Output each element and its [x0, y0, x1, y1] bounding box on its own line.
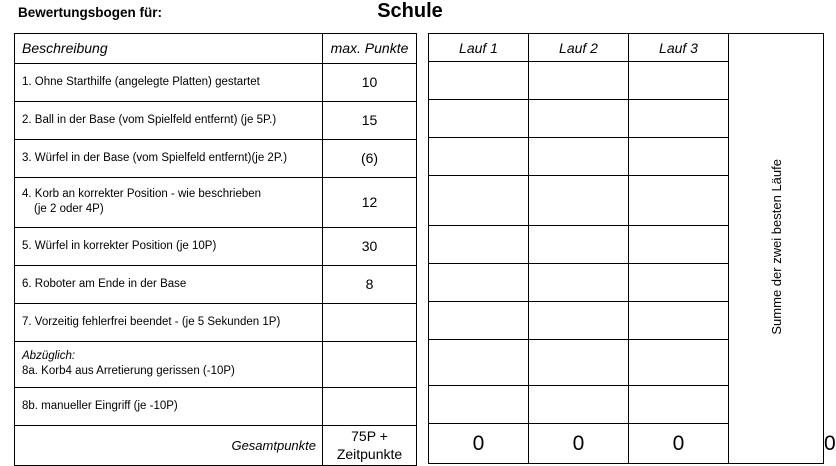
table-row	[15, 265, 417, 303]
run-2-score-5[interactable]	[529, 226, 629, 264]
table-row	[15, 341, 417, 387]
run-2-score-3[interactable]	[529, 138, 629, 176]
criterion-label-4-line2: (je 2 oder 4P)	[34, 203, 104, 216]
sum-of-two-best-runs-label: Summe der zwei besten Läufe	[768, 159, 784, 335]
table-row	[15, 227, 417, 265]
criterion-points-5: 30	[323, 227, 417, 265]
column-header-run-2: Lauf 2	[529, 34, 629, 62]
criterion-points-2: 15	[323, 101, 417, 139]
run-1-score-2[interactable]	[429, 100, 529, 138]
criterion-points-3: (6)	[323, 139, 417, 177]
criterion-points-1: 10	[323, 63, 417, 101]
run-3-score-3[interactable]	[629, 138, 729, 176]
table-row	[15, 139, 417, 177]
criterion-label-7: 7. Vorzeitig fehlerfrei beendet - (je 5 Sekunden 1P)	[15, 303, 323, 341]
sum-of-two-best-runs-cell	[729, 34, 824, 464]
sheet-header	[0, 0, 825, 32]
total-row	[15, 425, 417, 465]
run-2-score-6[interactable]	[529, 264, 629, 302]
criterion-label-1: 1. Ohne Starthilfe (angelegte Platten) gestartet	[15, 63, 323, 101]
run-3-total: 0	[629, 424, 729, 464]
criterion-label-8a-line2: 8a. Korb4 aus Arretierung gerissen (-10P)	[22, 365, 235, 378]
table-header-row	[15, 34, 417, 64]
run-2-score-8b[interactable]	[529, 386, 629, 424]
run-1-score-5[interactable]	[429, 226, 529, 264]
table-row	[15, 177, 417, 227]
run-3-score-4[interactable]	[629, 176, 729, 226]
table-row	[15, 387, 417, 425]
criterion-points-7	[323, 303, 417, 341]
total-max-points-line2: Zeitpunkte	[336, 446, 403, 463]
run-totals-row: 0 0 0 0	[429, 424, 824, 464]
run-2-score-2[interactable]	[529, 100, 629, 138]
criterion-label-8b: 8b. manueller Eingriff (je -10P)	[15, 387, 323, 425]
run-3-score-6[interactable]	[629, 264, 729, 302]
run-1-score-6[interactable]	[429, 264, 529, 302]
run-3-score-8a[interactable]	[629, 340, 729, 386]
criterion-label-6: 6. Roboter am Ende in der Base	[15, 265, 323, 303]
run-3-score-2[interactable]	[629, 100, 729, 138]
run-2-score-7[interactable]	[529, 302, 629, 340]
criterion-label-3: 3. Würfel in der Base (vom Spielfeld entfernt)(je 2P.)	[15, 139, 323, 177]
column-header-max-points: max. Punkte	[323, 34, 417, 64]
run-3-score-8b[interactable]	[629, 386, 729, 424]
criterion-points-4: 12	[323, 177, 417, 227]
run-1-score-4[interactable]	[429, 176, 529, 226]
run-1-score-1[interactable]	[429, 62, 529, 100]
run-2-total: 0	[529, 424, 629, 464]
run-2-score-1[interactable]	[529, 62, 629, 100]
run-1-score-8b[interactable]	[429, 386, 529, 424]
criterion-label-4-line1: 4. Korb an korrekter Position - wie beschrieben	[22, 187, 262, 200]
criterion-label-4	[15, 177, 323, 227]
column-header-run-1: Lauf 1	[429, 34, 529, 62]
total-max-points	[323, 425, 417, 465]
runs-header-row	[429, 34, 824, 62]
run-1-score-8a[interactable]	[429, 340, 529, 386]
table-row	[15, 101, 417, 139]
criterion-label-2: 2. Ball in der Base (vom Spielfeld entfernt) (je 5P.)	[15, 101, 323, 139]
run-2-score-8a[interactable]	[529, 340, 629, 386]
deductions-label: Abzüglich:	[22, 349, 76, 362]
run-1-score-7[interactable]	[429, 302, 529, 340]
total-label: Gesamtpunkte	[15, 425, 323, 465]
table-row	[15, 303, 417, 341]
criterion-label-5: 5. Würfel in korrekter Position (je 10P)	[15, 227, 323, 265]
criterion-points-6: 8	[323, 265, 417, 303]
run-1-score-3[interactable]	[429, 138, 529, 176]
run-3-score-1[interactable]	[629, 62, 729, 100]
runs-table	[428, 33, 836, 464]
column-header-description: Beschreibung	[15, 34, 323, 64]
run-2-score-4[interactable]	[529, 176, 629, 226]
total-max-points-line1: 75P +	[351, 428, 388, 445]
sheet-header-title: Schule	[377, 0, 443, 22]
table-row	[15, 63, 417, 101]
column-header-run-3: Lauf 3	[629, 34, 729, 62]
run-3-score-7[interactable]	[629, 302, 729, 340]
criterion-points-8b	[323, 387, 417, 425]
run-3-score-5[interactable]	[629, 226, 729, 264]
sheet-header-label: Bewertungsbogen für:	[18, 5, 162, 20]
run-1-total: 0	[429, 424, 529, 464]
criteria-table	[14, 33, 417, 466]
criterion-label-8a	[15, 341, 323, 387]
criterion-points-8a	[323, 341, 417, 387]
